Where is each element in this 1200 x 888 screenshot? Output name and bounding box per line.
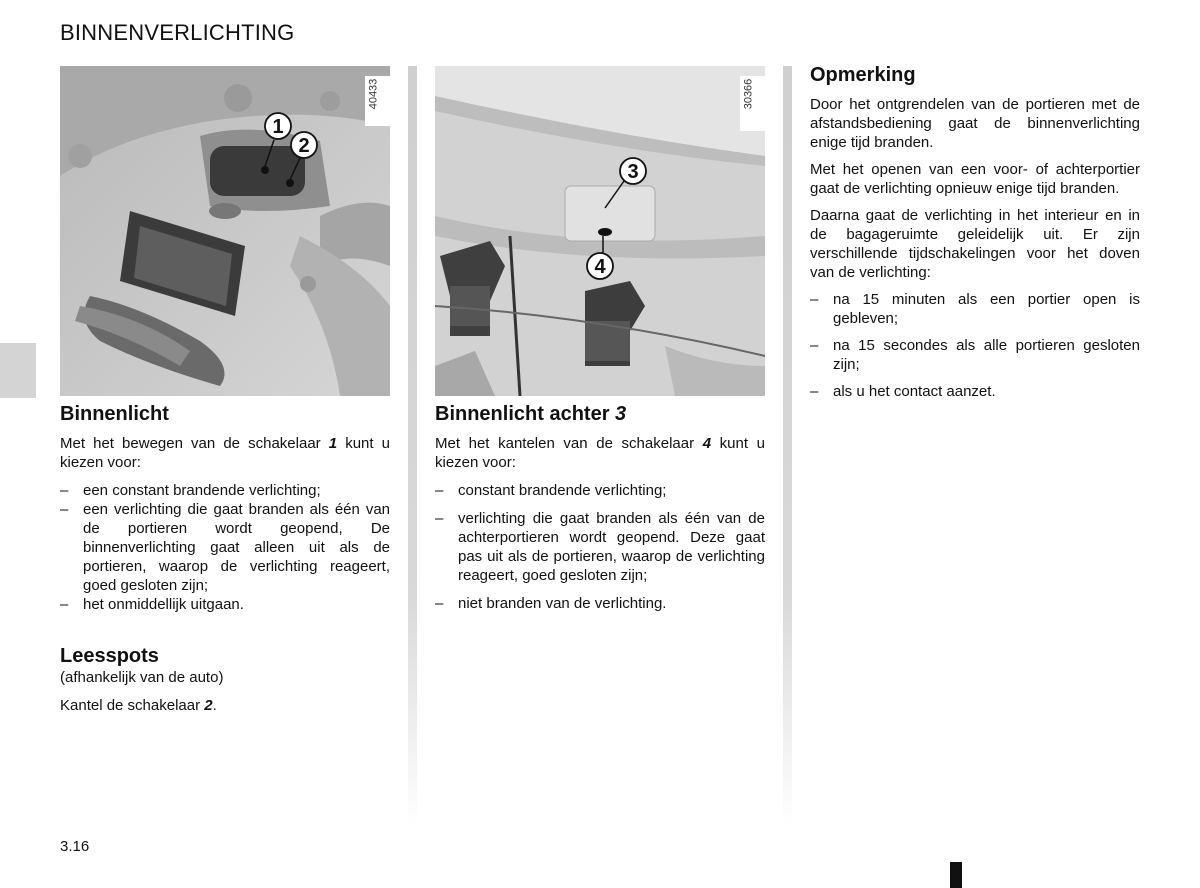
column-divider [783,66,792,826]
note-paragraph: Daarna gaat de verlichting in het interieur en in de bagageruimte geleidelijk uit. Er zijn verschillende tijdschakelingen voor het doven van de verlichting: [810,207,1140,281]
ref-number: 3 [615,403,627,425]
list-item: – een verlichting die gaat branden als één van de portieren wordt geopend, De binnenverlichting gaat alleen uit als de portieren, waarop de verlichting reageert, goed gesloten zijn; [60,501,390,594]
ref-number: 2 [204,697,213,714]
intro-paragraph: Met het bewegen van de schakelaar 1 kunt u kiezen voor: [60,435,391,471]
column-opmerking [810,63,1140,401]
callout-3: 3 [627,161,639,183]
chapter-tab [0,343,36,398]
print-mark [950,862,962,888]
list-item: – het onmiddellijk uitgaan. [60,596,244,613]
list-item: – niet branden van de verlichting. [435,595,667,612]
subheading-note: (afhankelijk van de auto) [60,669,224,686]
list-item: – een constant brandende verlichting; [60,482,321,499]
list-item: – na 15 secondes als alle portieren gesloten zijn; [810,337,1140,373]
section-heading: Opmerking [810,64,916,86]
rear-light-photo [435,66,765,396]
column-binnenlicht-achter [435,402,765,613]
section-heading: Binnenlicht [60,403,169,425]
ref-number: 4 [702,435,712,452]
instruction-paragraph: Kantel de schakelaar 2. [60,697,217,714]
list-item: – na 15 minuten als een portier open is gebleven; [810,291,1140,327]
section-heading: Leesspots [60,645,159,667]
figure-code: 40433 [367,78,380,110]
note-paragraph: Door het ontgrendelen van de portieren met de afstandsbediening gaat de binnenverlichting enige tijd branden. [810,96,1140,151]
callout-4: 4 [594,256,606,278]
intro-paragraph: Met het kantelen van de schakelaar 4 kunt u kiezen voor: [435,435,766,471]
page-title: BINNENVERLICHTING [60,20,295,45]
front-light-photo [60,66,390,396]
figure-code: 30366 [742,78,755,110]
list-item: – verlichting die gaat branden als één van de achterportieren wordt geopend. Deze gaat pas uit als de portieren, waarop de verlichting reageert, goed gesloten zijn; [435,510,765,584]
page-number: 3.16 [60,838,90,855]
list-item: – als u het contact aanzet. [810,383,996,400]
ref-number: 1 [328,435,338,452]
callout-2: 2 [298,135,310,157]
column-binnenlicht [60,402,390,715]
column-divider [408,66,417,826]
list-item: – constant brandende verlichting; [435,482,667,499]
note-paragraph: Met het openen van een voor- of achterportier gaat de verlichting opnieuw enige tijd branden. [810,161,1140,197]
section-heading: Binnenlicht achter 3 [435,403,627,425]
callout-1: 1 [272,116,284,138]
